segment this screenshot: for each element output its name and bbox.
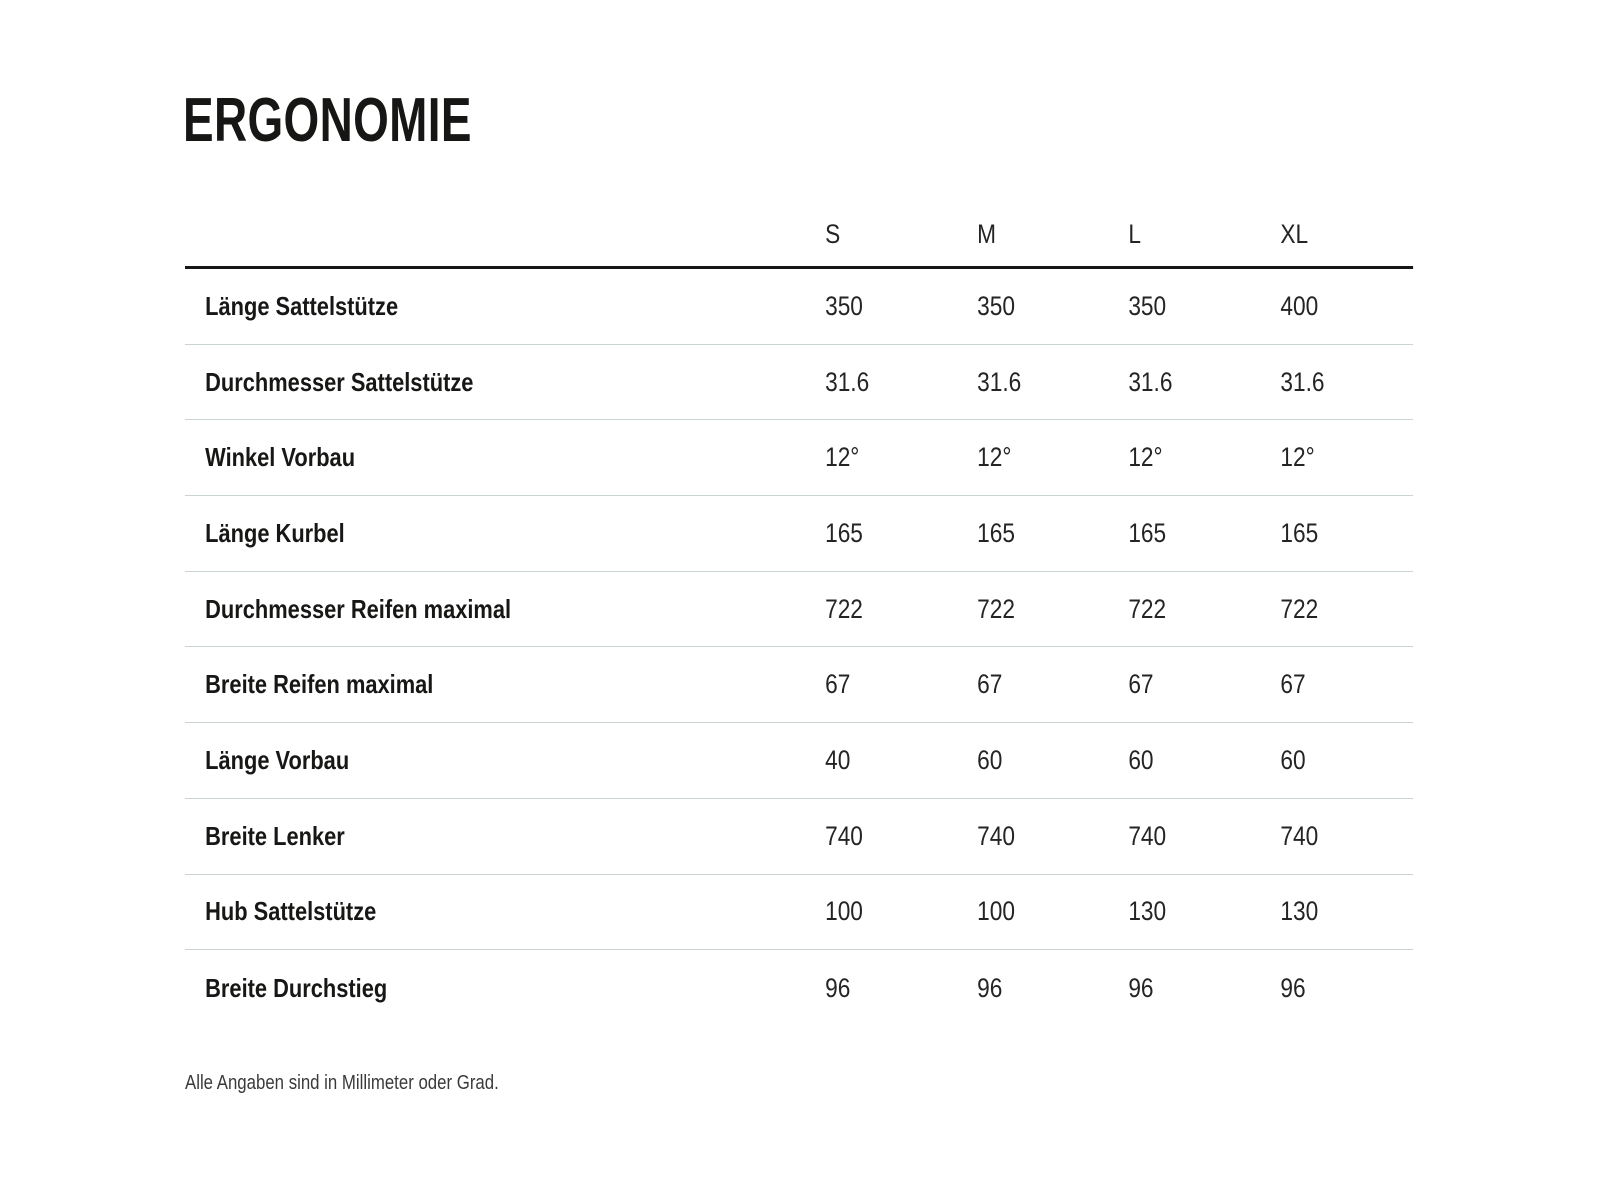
- cell-value: 130: [1280, 896, 1319, 927]
- cell-value: 60: [977, 744, 1003, 775]
- column-header-xl: XL: [1280, 219, 1309, 249]
- cell-value: 165: [1280, 517, 1319, 548]
- cell-value: 96: [1128, 972, 1154, 1003]
- table-row: [185, 875, 1413, 951]
- cell-value: 12°: [977, 442, 1012, 473]
- page-title: ERGONOMIE: [183, 86, 472, 155]
- row-label: Breite Durchstieg: [205, 972, 388, 1003]
- cell-value: 40: [825, 744, 851, 775]
- cell-value: 165: [977, 517, 1015, 548]
- cell-value: 96: [825, 972, 851, 1003]
- table-row: [185, 950, 1413, 1026]
- cell-value: 31.6: [977, 366, 1022, 397]
- cell-value: 12°: [1128, 442, 1163, 473]
- table-row: [185, 496, 1413, 572]
- row-label: Länge Vorbau: [205, 744, 350, 775]
- cell-value: 67: [825, 669, 851, 700]
- row-label: Breite Reifen maximal: [205, 669, 434, 700]
- cell-value: 31.6: [825, 366, 870, 397]
- row-label: Winkel Vorbau: [205, 442, 356, 473]
- cell-value: 130: [1128, 896, 1167, 927]
- ergonomics-table: [185, 158, 1413, 1095]
- units-footnote: Alle Angaben sind in Millimeter oder Grad.: [185, 1071, 499, 1094]
- table-row: [185, 572, 1413, 648]
- row-label: Durchmesser Sattelstütze: [205, 366, 474, 397]
- column-header-l: L: [1128, 219, 1141, 249]
- table-row: [185, 799, 1413, 875]
- cell-value: 31.6: [1128, 366, 1173, 397]
- cell-value: 350: [825, 290, 863, 321]
- table-row: [185, 345, 1413, 421]
- table-row: [185, 647, 1413, 723]
- cell-value: 722: [1280, 593, 1319, 624]
- cell-value: 31.6: [1280, 366, 1325, 397]
- cell-value: 400: [1280, 290, 1319, 321]
- cell-value: 740: [1128, 820, 1167, 851]
- row-label: Hub Sattelstütze: [205, 896, 377, 927]
- cell-value: 165: [825, 517, 863, 548]
- cell-value: 12°: [1280, 442, 1315, 473]
- cell-value: 60: [1280, 744, 1306, 775]
- row-label: Länge Kurbel: [205, 517, 345, 548]
- column-header-m: M: [977, 219, 997, 249]
- cell-value: 96: [977, 972, 1003, 1003]
- row-label: Durchmesser Reifen maximal: [205, 593, 512, 624]
- cell-value: 740: [977, 820, 1015, 851]
- cell-value: 165: [1128, 517, 1167, 548]
- cell-value: 60: [1128, 744, 1154, 775]
- cell-value: 100: [977, 896, 1015, 927]
- cell-value: 96: [1280, 972, 1306, 1003]
- table-row: [185, 420, 1413, 496]
- cell-value: 100: [825, 896, 863, 927]
- cell-value: 67: [1128, 669, 1154, 700]
- cell-value: 350: [977, 290, 1015, 321]
- table-header-row: [185, 158, 1413, 269]
- cell-value: 67: [1280, 669, 1306, 700]
- cell-value: 740: [1280, 820, 1319, 851]
- cell-value: 12°: [825, 442, 860, 473]
- row-label: Breite Lenker: [205, 820, 345, 851]
- cell-value: 722: [825, 593, 863, 624]
- cell-value: 67: [977, 669, 1003, 700]
- table-row: [185, 723, 1413, 799]
- cell-value: 350: [1128, 290, 1167, 321]
- cell-value: 722: [977, 593, 1015, 624]
- table-row: [185, 269, 1413, 345]
- column-header-s: S: [825, 219, 841, 249]
- cell-value: 722: [1128, 593, 1167, 624]
- cell-value: 740: [825, 820, 863, 851]
- row-label: Länge Sattelstütze: [205, 290, 399, 321]
